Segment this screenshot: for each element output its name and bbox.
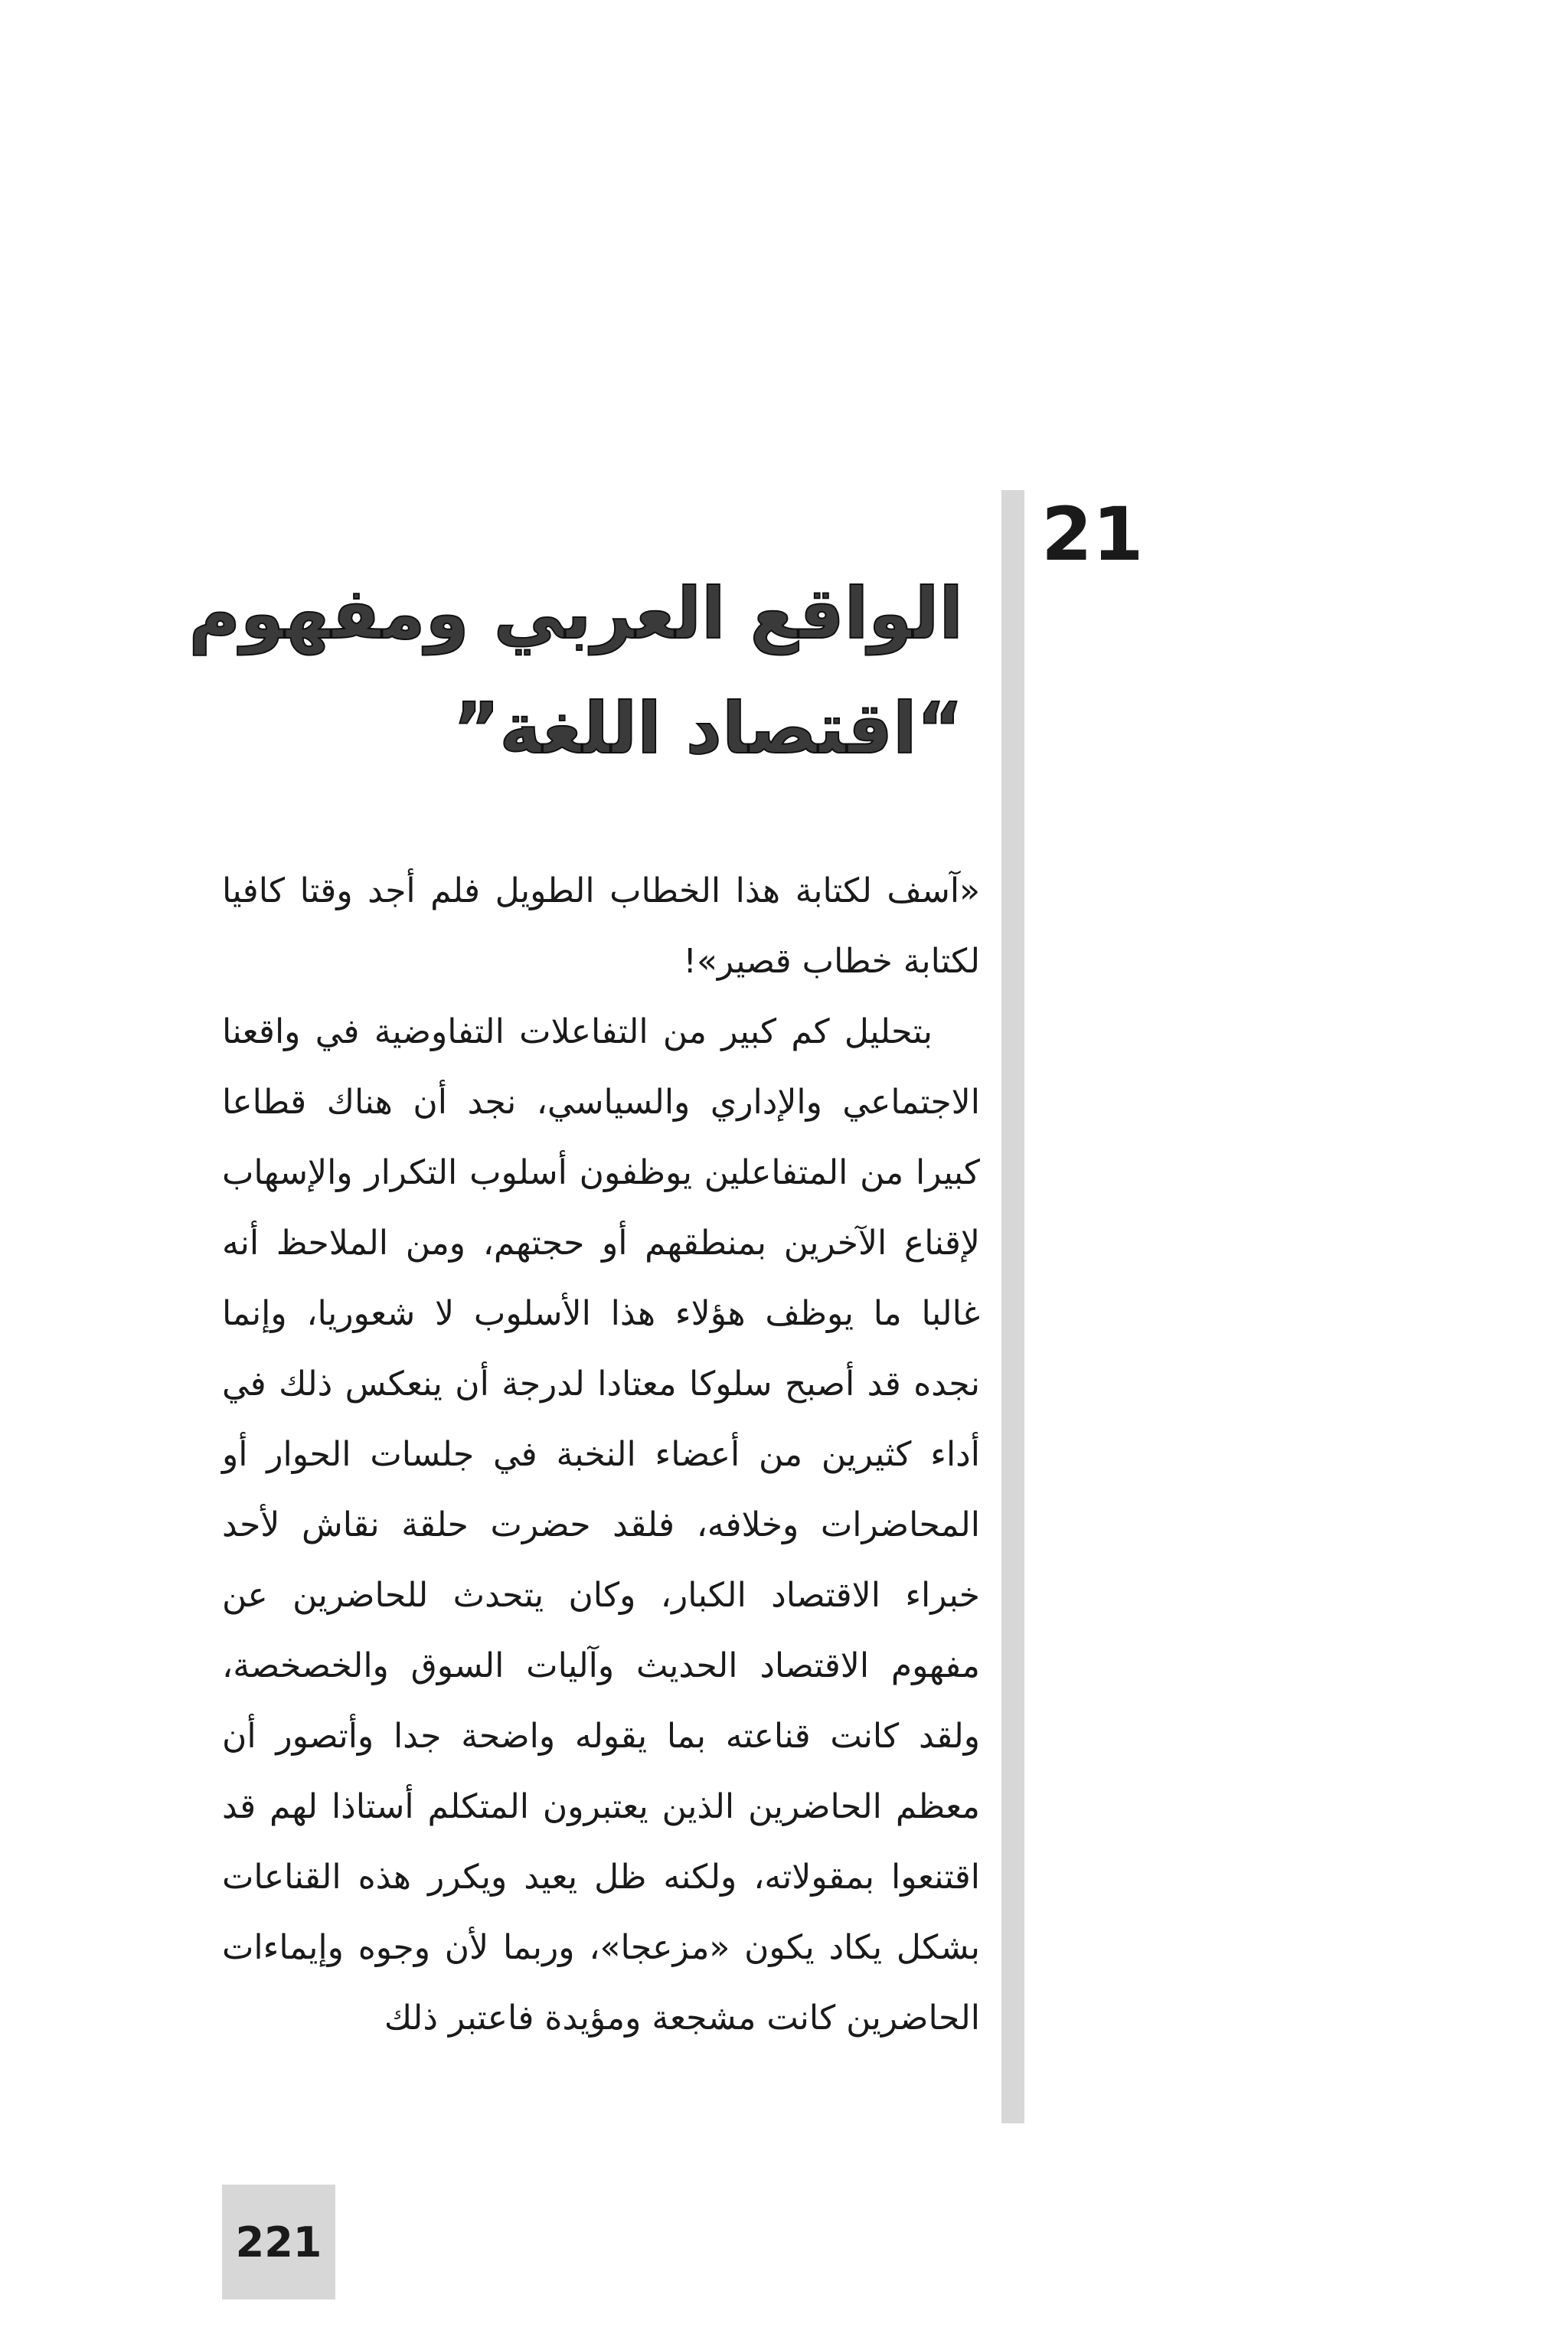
chapter-title-line-1: الواقع العربي ومفهوم <box>188 572 963 655</box>
body-paragraph: بتحليل كم كبير من التفاعلات التفاوضية في واقعنا الاجتماعي والإداري والسياسي، نجد أن هناك قطاعا كبيرا من المتفاعلين يوظفون أسلوب التكرار والإسهاب لإقناع الآخرين بمنطقهم أو حجتهم، ومن الملاحظ أنه غالبا ما يوظف هؤلاء هذا الأسلوب لا شعوريا، وإنما نجده قد أصبح سلوكا معتادا لدرجة أن ينعكس ذلك في أداء كثيرين من أعضاء النخبة في جلسات الحوار أو المحاضرات وخلافه، فلقد حضرت حلقة نقاش لأحد خبراء الاقتصاد الكبار، وكان يتحدث للحاضرين عن مفهوم الاقتصاد الحديث وآليات السوق والخصخصة، ولقد كانت قناعته بما يقوله واضحة جدا وأتصور أن معظم الحاضرين الذين يعتبرون المتكلم أستاذا لهم قد اقتنعوا بمقولاته، ولكنه ظل يعيد ويكرر هذه القناعات بشكل يكاد يكون «مزعجا»، وربما لأن وجوه وإيماءات الحاضرين كانت مشجعة ومؤيدة فاعتبر ذلك <box>222 1012 980 2038</box>
vertical-divider-bar <box>1001 490 1024 2123</box>
opening-quote: «آسف لكتابة هذا الخطاب الطويل فلم أجد وقتا كافيا لكتابة خطاب قصير»! <box>222 871 980 981</box>
chapter-title <box>188 557 963 786</box>
page-number: 221 <box>235 2218 322 2267</box>
chapter-body <box>222 856 980 2054</box>
page-number-box <box>222 2185 335 2299</box>
chapter-title-line-2: “اقتصاد اللغة” <box>452 687 963 770</box>
chapter-number: 21 <box>1041 492 1144 577</box>
